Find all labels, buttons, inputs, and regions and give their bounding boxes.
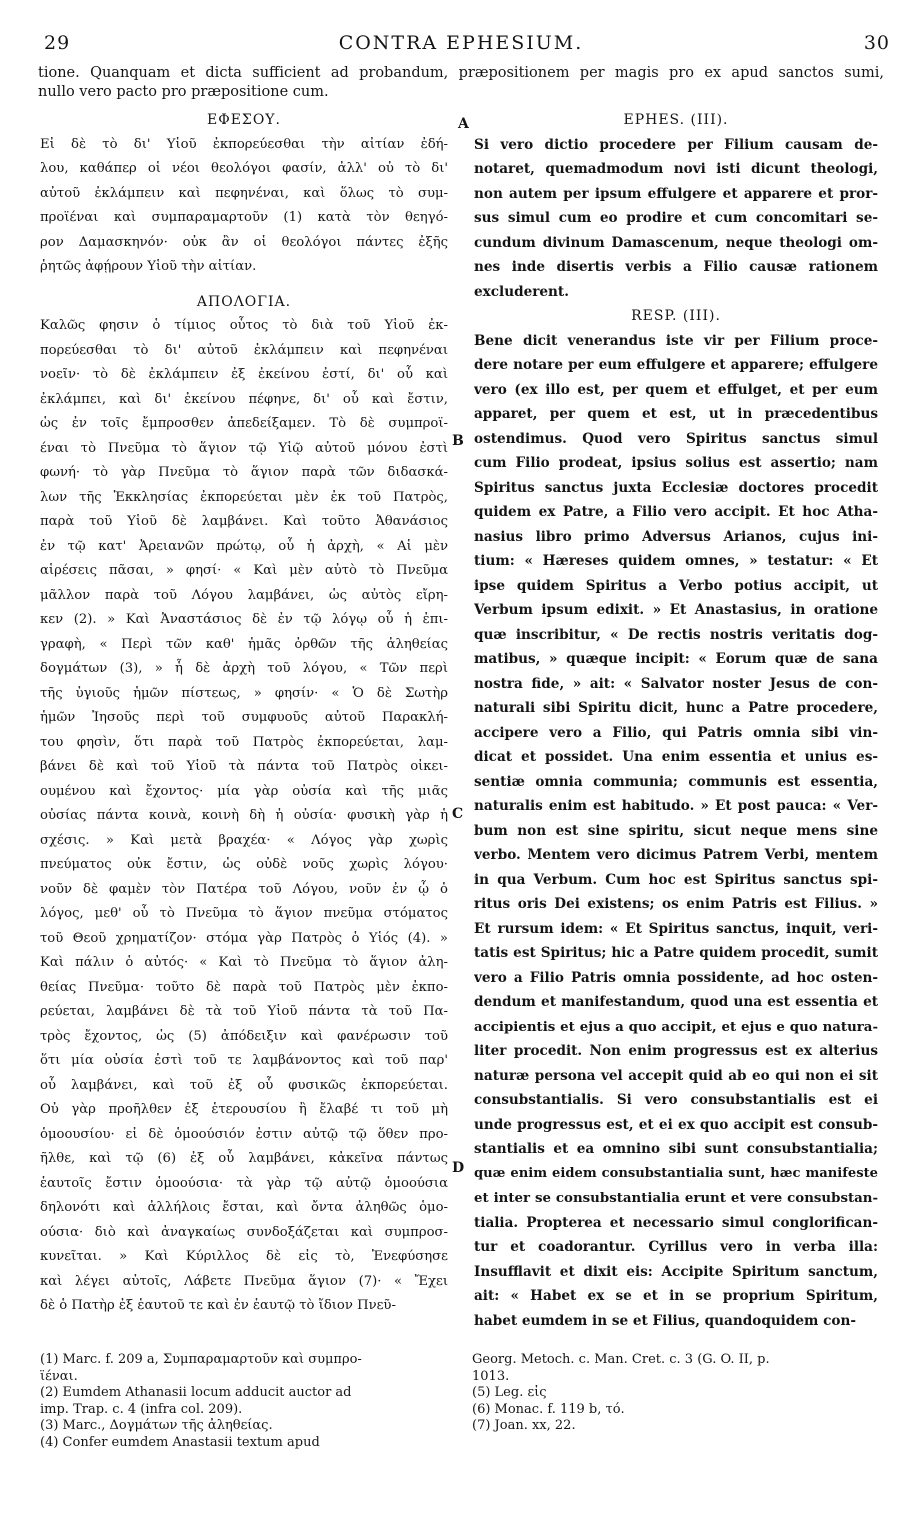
latin-text-line: dere notare per eum effulgere et apparere; effulgere [474, 357, 878, 373]
greek-text-line: ῆλθε, καὶ τῷ (6) ἐξ οὗ λαμβάνει, κἀκεῖνα πάντως [40, 1151, 448, 1166]
greek-text-line: κυνεῖται. » Καὶ Κύριλλος δὲ εἰς τὸ, Ἐνεφύσησε [40, 1249, 448, 1264]
greek-text-line: γραφὴ, « Περὶ τῶν καθ' ἡμᾶς ὀρθῶν τῆς ἀληθείας [40, 636, 448, 652]
greek-text-line: αἱρέσεις πᾶσαι, » φησί· « Καὶ μὲν αὐτὸ τὸ Πνεῦμα [40, 563, 448, 578]
greek-text-line: φωνή· τὸ γὰρ Πνεῦμα τὸ ἅγιον παρὰ τῶν διδασκά- [40, 465, 448, 480]
latin-text-line: Insufflavit et dixit eis: Accipite Spiritum sanctum, [474, 1263, 878, 1280]
greek-text-line: σχέσις. » Καὶ μετὰ βραχέα· « Λόγος γὰρ χωρὶς [40, 832, 448, 848]
latin-text-line: ait: « Habet ex se et in se proprium Spiritum, [474, 1288, 878, 1304]
greek-text-line: προϊέναι καὶ συμπαραμαρτοῦν (1) κατὰ τὸν θεηγό- [40, 210, 448, 225]
latin-text-line: Et rursum idem: « Et Spiritus sanctus, inquit, veri- [474, 920, 878, 937]
greek-text-line: ὁμοουσίου· εἰ δὲ ὁμοούσιόν ἐστιν αὐτῷ τῷ ὅθεν προ- [40, 1126, 448, 1142]
footnotes-right [472, 1352, 878, 1435]
greek-text-line: ἡμῶν Ἰησοῦς περὶ τοῦ συμφυοῦς αὐτοῦ Παρακλή- [40, 710, 448, 725]
latin-text-line: tialia. Propterea et necessario simul conglorifican- [474, 1214, 878, 1231]
footnote-line: (5) Leg. εἰς [472, 1385, 547, 1400]
footnote-line: (4) Confer eumdem Anastasii textum apud [40, 1434, 320, 1450]
latin-text-line: Verbum ipsum edixit. » Et Anastasius, in oratione [474, 602, 878, 618]
latin-text-line: nasius libro primo Adversus Arianos, cujus ini- [474, 528, 878, 545]
greek-text-line: δηλονότι καὶ ἀλλήλοις ἔσται, καὶ ὄντα ἀληθῶς ὁμο- [40, 1200, 448, 1215]
greek-text-line: ούσια· διὸ καὶ ἀναγκαίως συνδοξάζεται καὶ συμπροσ- [40, 1224, 448, 1240]
latin-text-line: Bene dicit venerandus iste vir per Filium proce- [474, 332, 878, 349]
intro-line: nullo vero pacto pro præpositione cum. [38, 84, 329, 100]
latin-text-line: naturalis enim est habitudo. » Et post pauca: « Ver- [474, 798, 878, 814]
latin-text-line: consubstantialis. Si vero consubstantialis est ei [474, 1092, 878, 1108]
greek-text-line: ουμένου καὶ ἔχοντος· μία γὰρ οὐσία καὶ τῆς μιᾶς [40, 783, 448, 799]
latin-text-line: quæ enim eidem consubstantialia sunt, hæc manifeste [474, 1165, 878, 1181]
greek-text-line: Καὶ πάλιν ὁ αὐτός· « Καὶ τὸ Πνεῦμα τὸ ἅγιον ἀλη- [40, 955, 448, 970]
latin-text-line: unde progressus est, et ei ex quo accipit est consub- [474, 1116, 878, 1133]
greek-text-line: δὲ ὁ Πατὴρ ἐξ ἑαυτοῦ τε καὶ ἐν ἑαυτῷ τὸ ἴδιον Πνεῦ- [40, 1298, 396, 1313]
greek-heading-apologia: ΑΠΟΛΟΓΙΑ. [196, 293, 292, 310]
greek-text-line: τοῦ Θεοῦ χρηματίζον· στόμα γὰρ Πατρὸς ὁ Υἱός (4). » [40, 930, 448, 946]
greek-text-line: Οὐ γὰρ προῆλθεν ἐξ ἑτερουσίου ἢ ἔλαβέ τι τοῦ μὴ [40, 1102, 448, 1117]
latin-text-line: stantialis et ea omnino sibi sunt consubstantialia; [474, 1141, 878, 1157]
latin-text-line: apparet, per quem et est, ut in præcedentibus [474, 406, 878, 422]
intro-paragraph [38, 64, 884, 102]
greek-text-line: ὡς ἐν τοῖς ἔμπροσθεν ἀπεδείξαμεν. Τὸ δὲ συμπροϊ- [40, 416, 448, 431]
greek-text-line: κεν (2). » Καὶ Ἀναστάσιος δὲ ἐν τῷ λόγῳ οὗ ἡ ἐπι- [40, 612, 448, 627]
latin-text-line: dicat et possidet. Una enim essentia et unius es- [474, 749, 878, 765]
greek-paragraph-1 [40, 133, 448, 280]
latin-text-line: matibus, » quæque incipit: « Eorum quæ de sana [474, 651, 878, 667]
greek-text-line: λου, καθάπερ οἱ νέοι θεολόγοι φασίν, ἀλλ' οὐ τὸ δι' [40, 161, 448, 176]
footnote-line: 1013. [472, 1368, 510, 1384]
latin-text-line: sentiæ omnia communia; communis est essentia, [474, 773, 878, 790]
latin-text-line: naturæ persona vel accepit quid ab eo qui non ei sit [474, 1067, 878, 1084]
greek-text-line: οὗ λαμβάνει, καὶ τοῦ ἐξ οὗ φυσικῶς ἐκπορεύεται. [40, 1077, 448, 1093]
footnote-line: ϊέναι. [40, 1368, 78, 1384]
latin-text-line: non autem per ipsum effulgere et apparere et pror- [474, 185, 878, 202]
latin-text-line: dendum et manifestandum, quod una est essentia et [474, 994, 878, 1010]
greek-text-line: Καλῶς φησιν ὁ τίμιος οὗτος τὸ διὰ τοῦ Υἱοῦ ἐκ- [40, 318, 448, 333]
running-header [0, 32, 922, 58]
greek-text-line: νοῦν δὲ φαμὲν τὸν Πατέρα τοῦ Λόγου, νοῦν ἐν ᾧ ὁ [40, 881, 448, 897]
page-number-right: 30 [863, 32, 890, 54]
margin-marker-d: D [452, 1160, 465, 1176]
latin-text-line: quidem ex Patre, a Filio vero accipit. Et hoc Atha- [474, 504, 878, 520]
greek-text-line: δογμάτων (3), » ἧ δὲ ἀρχὴ τοῦ λόγου, « Τῶν περὶ [40, 661, 448, 676]
footnote-line: (1) Marc. f. 209 a, Συμπαραμαρτοῦν καὶ συμπρο- [40, 1352, 362, 1367]
greek-text-line: έναι τὸ Πνεῦμα τὸ ἅγιον τῷ Υἱῷ αὐτοῦ μόνου ἐστὶ [40, 440, 448, 456]
page-number-left: 29 [44, 32, 71, 54]
greek-text-line: του φησὶν, ὅτι παρὰ τοῦ Πατρὸς ἐκπορεύεται, λαμ- [40, 734, 448, 750]
greek-text-line: βάνει δὲ καὶ τοῦ Υἱοῦ τὰ πάντα τοῦ Πατρὸς οἰκει- [40, 759, 448, 774]
latin-heading-resp: RESP. (III). [631, 308, 721, 324]
running-title: CONTRA EPHESIUM. [338, 32, 584, 54]
greek-text-line: θείας Πνεῦμα· τοῦτο δὲ παρὰ τοῦ Πατρὸς μὲν ἐκπο- [40, 979, 448, 995]
greek-text-line: ρον Δαμασκηνόν· οὐκ ἂν οἱ θεολόγοι πάντες ἐξῆς [40, 234, 448, 250]
footnote-line: Georg. Metoch. c. Man. Cret. c. 3 (G. O. II, p. [472, 1352, 770, 1367]
latin-text-line: ipse quidem Spiritus a Verbo potius accipit, ut [474, 577, 878, 594]
greek-text-line: ἐκλάμπει, καὶ δι' ἐκείνου πέφηνε, δι' οὗ καὶ ἔστιν, [40, 391, 448, 407]
latin-text-line: nes inde disertis verbis a Filio causæ rationem [474, 259, 878, 275]
latin-text-line: Si vero dictio procedere per Filium causam de- [474, 136, 878, 153]
latin-text-line: et inter se consubstantialia erunt et vere consubstan- [474, 1190, 878, 1206]
margin-marker-a: A [458, 116, 469, 132]
latin-text-line: ritus oris Dei existens; os enim Patris est Filius. » [474, 896, 878, 912]
footnotes-left [40, 1352, 450, 1451]
margin-marker-b: B [452, 433, 464, 449]
greek-text-line: τρὸς ἔχοντος, ὡς (5) ἀπόδειξιν καὶ φανέρωσιν τοῦ [40, 1028, 448, 1044]
latin-text-line: Spiritus sanctus juxta Ecclesiæ doctores procedit [474, 479, 878, 496]
greek-column [40, 108, 448, 1319]
greek-text-line: αὐτοῦ ἐκλάμπειν καὶ πεφηνέναι, καὶ ὅλως τὸ συμ- [40, 185, 448, 201]
latin-heading-ephes: EPHES. (III). [623, 112, 729, 128]
footnote-line: (3) Marc., Δογμάτων τῆς ἀληθείας. [40, 1418, 273, 1433]
latin-text-line: ostendimus. Quod vero Spiritus sanctus simul [474, 430, 878, 447]
latin-text-line: in qua Verbum. Cum hoc est Spiritus sanctus spi- [474, 871, 878, 888]
greek-text-line: καὶ λέγει αὐτοῖς, Λάβετε Πνεῦμα ἅγιον (7)· « Ἔχει [40, 1273, 448, 1289]
greek-text-line: νοεῖν· τὸ δὲ ἐκλάμπειν ἐξ ἐκείνου ἐστί, δι' οὗ καὶ [40, 367, 448, 382]
latin-paragraph-1 [474, 133, 878, 305]
margin-marker-c: C [452, 806, 464, 822]
latin-text-line: nostra fide, » ait: « Salvator noster Jesus de con- [474, 675, 878, 692]
latin-text-line: excluderent. [474, 283, 569, 300]
latin-text-line: cundum divinum Damascenum, neque theologi om- [474, 234, 878, 251]
footnote-line: (6) Monac. f. 119 b, τό. [472, 1401, 625, 1417]
latin-paragraph-2 [474, 329, 878, 1334]
footnote-line: (2) Eumdem Athanasii locum adducit auctor ad [40, 1385, 352, 1400]
greek-text-line: πορεύεσθαι τὸ δι' αὐτοῦ ἐκλάμπειν καὶ πεφηνέναι [40, 342, 448, 358]
latin-text-line: habet eumdem in se et Filius, quandoquidem con- [474, 1312, 857, 1329]
latin-text-line: notaret, quemadmodum novi isti dicunt theologi, [474, 161, 878, 177]
greek-text-line: ἑαυτοῖς ἔστιν ὁμοούσια· τὰ γὰρ τῷ αὐτῷ ὁμοούσια [40, 1175, 448, 1191]
greek-heading-ephes: ΕΦΕΣΟΥ. [207, 112, 281, 128]
greek-text-line: πνεύματος οὐκ ἔστιν, ὡς οὐδὲ νοῦς χωρὶς λόγου· [40, 857, 448, 872]
latin-text-line: sus simul cum eo prodire et cum concomitari se- [474, 210, 878, 226]
latin-text-line: tatis est Spiritus; hic a Patre quidem procedit, sumit [474, 945, 878, 961]
greek-text-line: οὐσίας πάντα κοινὰ, κοινὴ δὴ ἡ οὐσία· φυσικὴ γὰρ ἡ [40, 808, 448, 823]
latin-text-line: naturali sibi Spiritu dicit, hunc a Patre procedere, [474, 700, 878, 716]
latin-text-line: accipientis et ejus a quo accipit, et ejus e quo natura- [474, 1018, 878, 1035]
greek-text-line: ῥητῶς ἀφῄρουν Υἱοῦ τὴν αἰτίαν. [40, 259, 257, 274]
latin-text-line: vero (ex illo est, per quem et effulget, et per eum [474, 381, 878, 398]
latin-text-line: accipere vero a Filio, qui Patris omnia sibi vin- [474, 724, 878, 741]
greek-text-line: Εἰ δὲ τὸ δι' Υἱοῦ ἐκπορεύεσθαι τὴν αἰτίαν ἐδή- [40, 136, 448, 152]
greek-text-line: τῆς ὑγιοῦς ἡμῶν πίστεως, » φησίν· « Ὁ δὲ Σωτὴρ [40, 685, 448, 701]
latin-text-line: tium: « Hæreses quidem omnes, » testatur: « Et [474, 553, 878, 569]
footnote-line: (7) Joan. xx, 22. [472, 1418, 576, 1433]
footnote-line: imp. Trap. c. 4 (infra col. 209). [40, 1401, 243, 1417]
greek-text-line: ρεύεται, λαμβάνει δὲ τὰ τοῦ Υἱοῦ πάντα τὰ τοῦ Πα- [40, 1004, 448, 1019]
greek-text-line: μᾶλλον παρὰ τοῦ Λόγου λαμβάνει, ὡς αὐτὸς εἴρη- [40, 587, 448, 603]
greek-text-line: παρὰ τοῦ Υἱοῦ δὲ λαμβάνει. Καὶ τοῦτο Ἀθανάσιος [40, 514, 448, 529]
latin-text-line: liter procedit. Non enim progressus est ex alterius [474, 1043, 878, 1059]
greek-text-line: λων τῆς Ἐκκλησίας ἐκπορεύεται μὲν ἐκ τοῦ Πατρὸς, [40, 489, 448, 505]
latin-text-line: quæ inscribitur, « De rectis nostris veritatis dog- [474, 626, 878, 643]
greek-text-line: ἐν τῷ κατ' Ἀρειανῶν πρώτῳ, οὗ ἡ ἀρχὴ, « Αἱ μὲν [40, 538, 448, 554]
intro-line: tione. Quanquam et dicta sufficient ad probandum, præpositionem per magis pro ex apud sanctos sumi, [38, 65, 884, 81]
greek-paragraph-2 [40, 314, 448, 1319]
latin-text-line: bum non est sine spiritu, sicut neque mens sine [474, 822, 878, 839]
latin-text-line: vero a Filio Patris omnia possidente, ad hoc osten- [474, 969, 878, 986]
latin-text-line: tur et coadorantur. Cyrillus vero in verba illa: [474, 1239, 878, 1255]
latin-text-line: verbo. Mentem vero dicimus Patrem Verbi, mentem [474, 847, 878, 863]
latin-text-line: cum Filio prodeat, ipsius solius est assertio; nam [474, 455, 878, 471]
latin-column [474, 108, 878, 1333]
greek-text-line: ὅτι μία οὐσία ἐστὶ τοῦ τε λαμβάνοντος καὶ τοῦ παρ' [40, 1053, 448, 1068]
greek-text-line: λόγος, μεθ' οὗ τὸ Πνεῦμα τὸ ἅγιον πνεῦμα στόματος [40, 906, 448, 921]
